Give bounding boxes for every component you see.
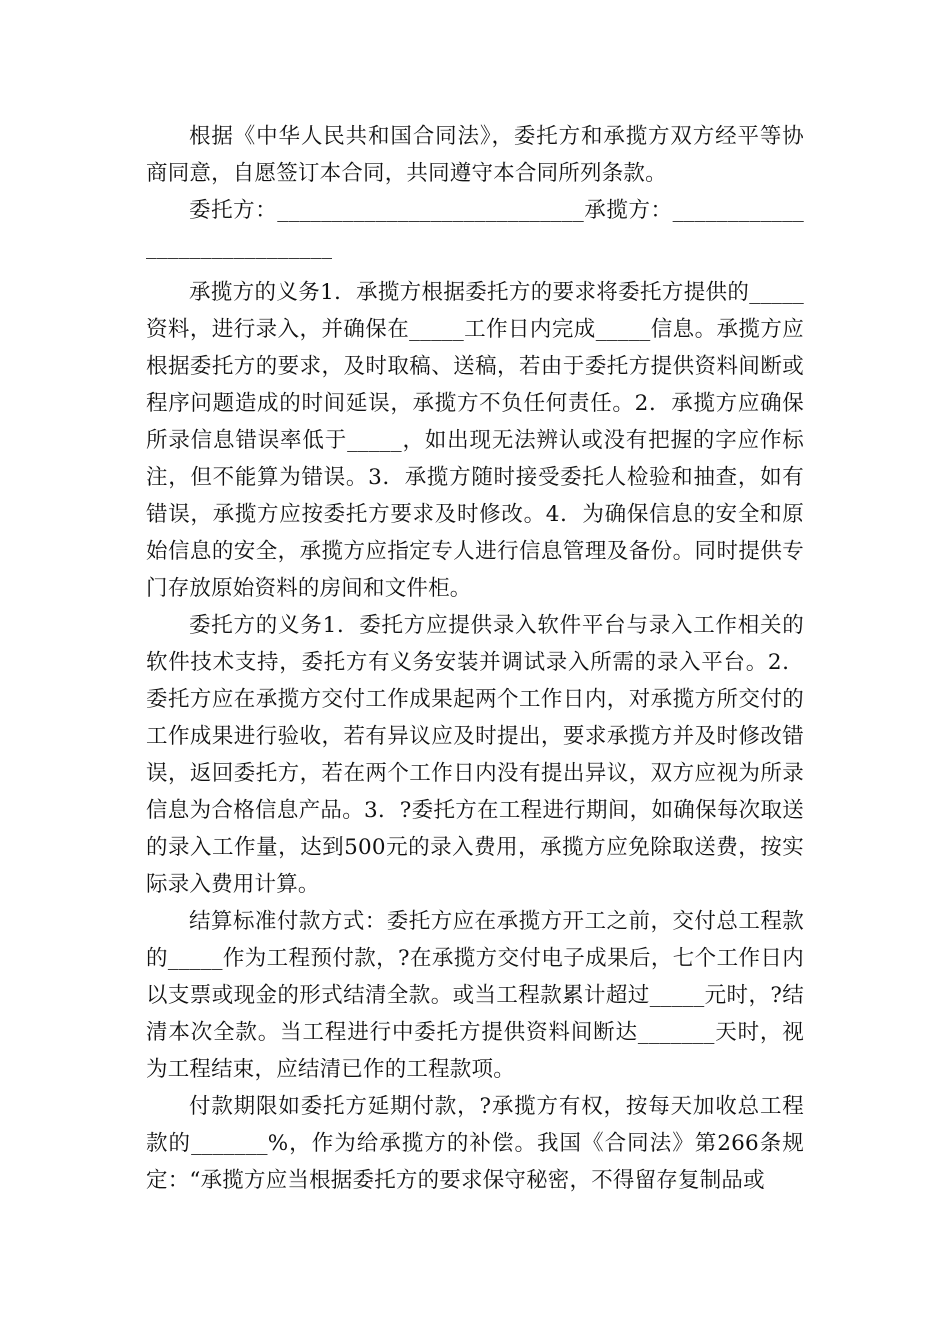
document-body xyxy=(146,118,804,1199)
settlement-paragraph: 结算标准付款方式：委托方应在承揽方开工之前，交付总工程款的_____作为工程预付款，?在承揽方交付电子成果后，七个工作日内以支票或现金的形式结清全款。或当工程款累计超过_____元时，?结清本次全款。当工程进行中委托方提供资料间断达_______天时，视为工程结束，应结清已作的工程款项。 xyxy=(146,909,804,1082)
preamble-paragraph: 根据《中华人民共和国合同法》，委托方和承揽方双方经平等协商同意，自愿签订本合同，共同遵守本合同所列条款。 xyxy=(146,124,804,186)
parties-line: 委托方：____________________________承揽方：_____________________________ xyxy=(146,198,804,260)
contractor-obligations-paragraph: 承揽方的义务1．承揽方根据委托方的要求将委托方提供的_____资料，进行录入，并确保在_____工作日内完成_____信息。承揽方应根据委托方的要求，及时取稿、送稿，若由于委托方提供资料间断或程序问题造成的时间延误，承揽方不负任何责任。2．承揽方应确保所录信息错误率低于_____，如出现无法辨认或没有把握的字应作标注，但不能算为错误。3．承揽方随时接受委托人检验和抽查，如有错误，承揽方应按委托方要求及时修改。4．为确保信息的安全和原始信息的安全，承揽方应指定专人进行信息管理及备份。同时提供专门存放原始资料的房间和文件柜。 xyxy=(146,280,804,601)
client-obligations-paragraph: 委托方的义务1．委托方应提供录入软件平台与录入工作相关的软件技术支持，委托方有义务安装并调试录入所需的录入平台。2．委托方应在承揽方交付工作成果起两个工作日内，对承揽方所交付的工作成果进行验收，若有异议应及时提出，要求承揽方并及时修改错误，返回委托方，若在两个工作日内没有提出异议，双方应视为所录信息为合格信息产品。3．?委托方在工程进行期间，如确保每次取送的录入工作量，达到500元的录入费用，承揽方应免除取送费，按实际录入费用计算。 xyxy=(146,613,804,897)
spacer xyxy=(146,266,804,274)
payment-term-paragraph: 付款期限如委托方延期付款，?承揽方有权，按每天加收总工程款的_______%，作为给承揽方的补偿。我国《合同法》第266条规定：“承揽方应当根据委托方的要求保守秘密，不得留存复制品或 xyxy=(146,1094,804,1193)
